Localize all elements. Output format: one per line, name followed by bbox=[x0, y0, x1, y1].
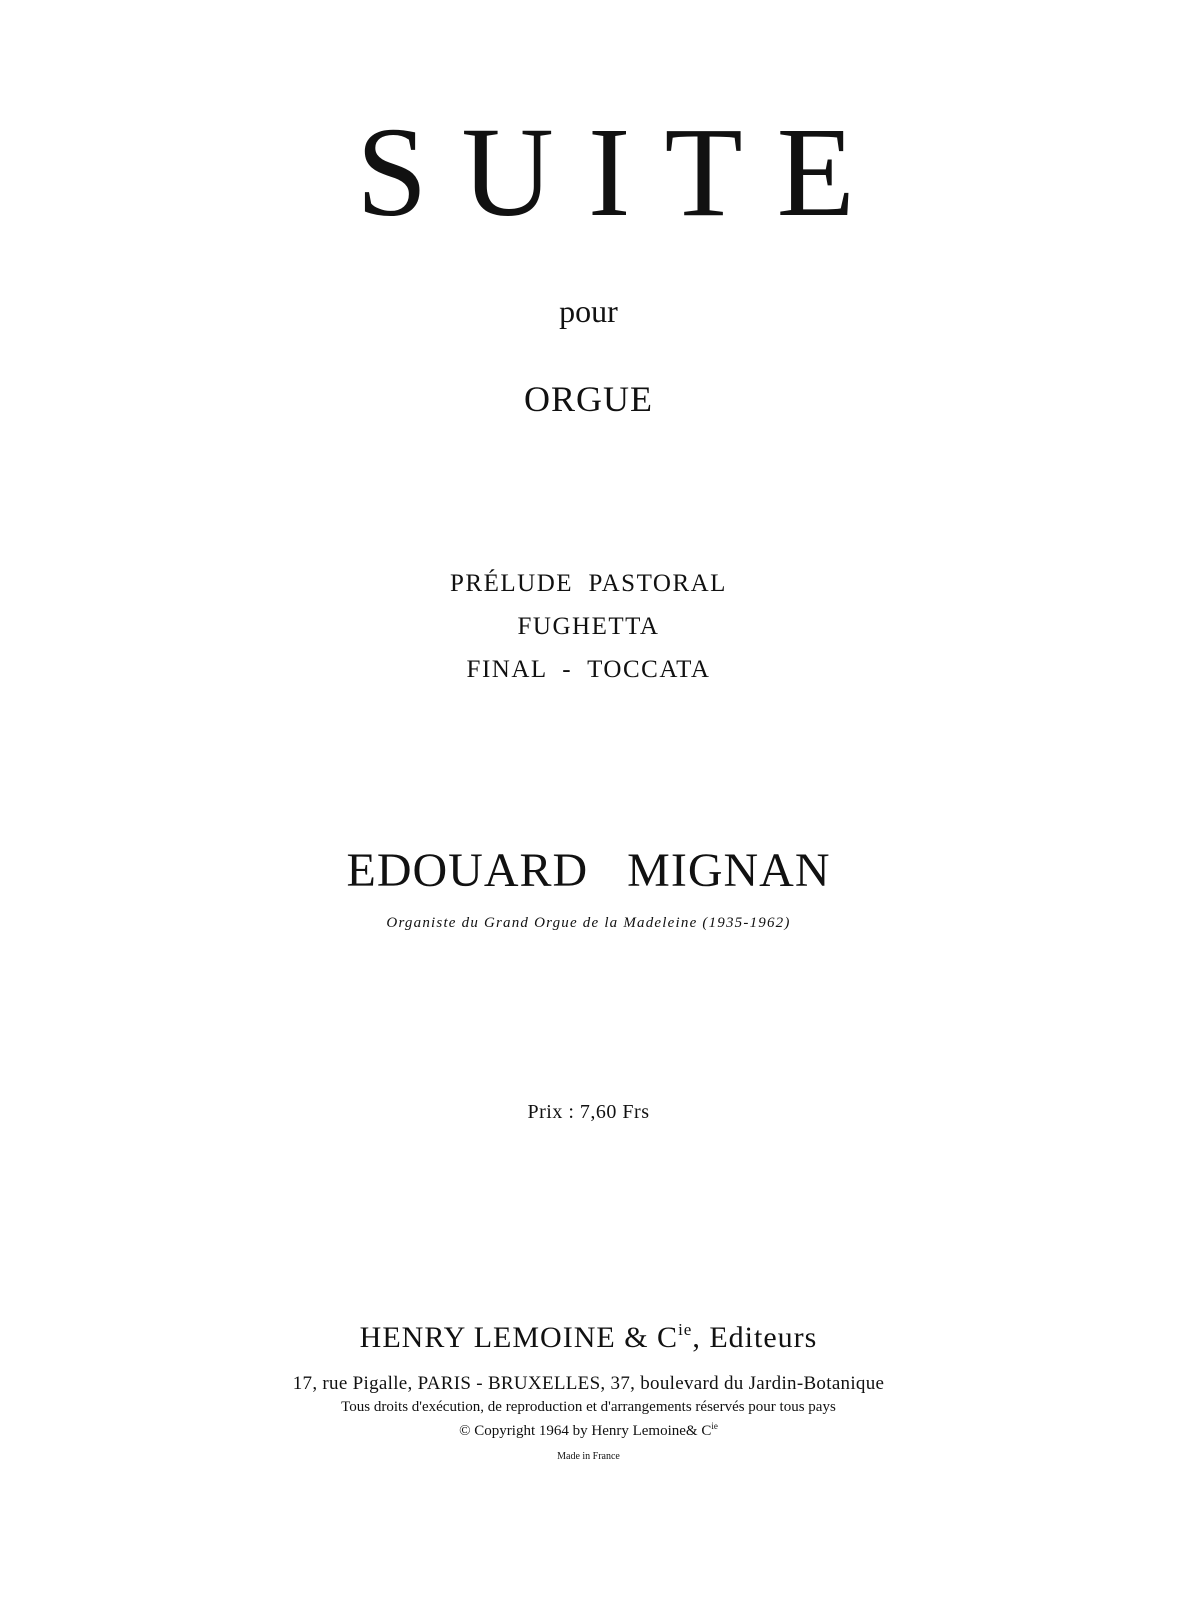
publisher-address: 17, rue Pigalle, PARIS - BRUXELLES, 37, boulevard du Jardin-Botanique bbox=[292, 1373, 885, 1394]
subtitle-pour: pour bbox=[559, 293, 618, 329]
publisher-name-superscript: ie bbox=[678, 1320, 693, 1339]
movement-item: PRÉLUDE PASTORAL bbox=[450, 570, 727, 597]
made-in-label: Made in France bbox=[557, 1451, 620, 1462]
instrument-name: ORGUE bbox=[524, 379, 653, 419]
copyright-text: © Copyright 1964 by Henry Lemoine& C bbox=[459, 1423, 712, 1439]
composer-role: Organiste du Grand Orgue de la Madeleine (1935-1962) bbox=[386, 915, 791, 931]
movement-item: FINAL - TOCCATA bbox=[466, 656, 711, 683]
composer-name: EDOUARD MIGNAN bbox=[346, 844, 831, 897]
movement-item: FUGHETTA bbox=[517, 613, 660, 640]
publisher-name bbox=[0, 1320, 1177, 1355]
copyright-notice bbox=[0, 1421, 1177, 1440]
rights-notice: Tous droits d'exécution, de reproduction et d'arrangements réservés pour tous pays bbox=[341, 1399, 836, 1415]
movement-list bbox=[0, 562, 1177, 691]
price-label: Prix : 7,60 Frs bbox=[527, 1101, 650, 1123]
page-title: SUITE bbox=[356, 101, 889, 243]
publisher-name-suffix: , Editeurs bbox=[692, 1321, 818, 1354]
publisher-name-text: HENRY LEMOINE & C bbox=[359, 1321, 679, 1354]
copyright-superscript: ie bbox=[711, 1421, 718, 1431]
